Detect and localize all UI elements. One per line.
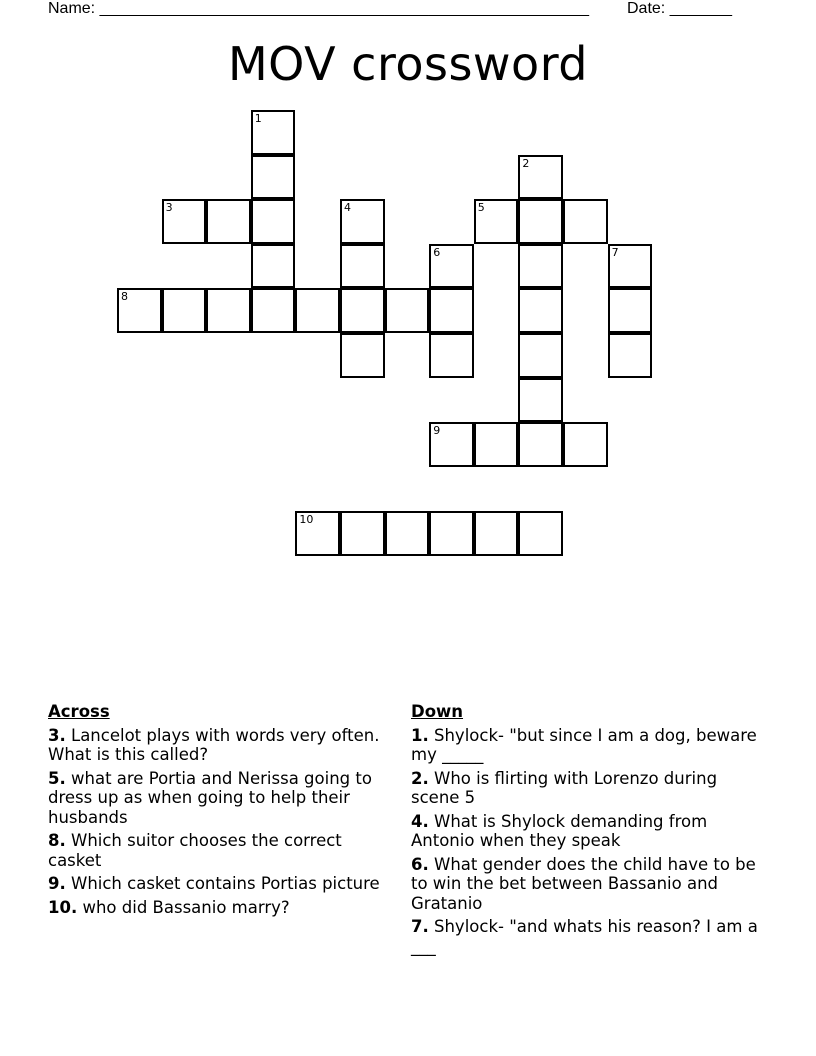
clue-number: 10.: [48, 897, 78, 917]
grid-cell[interactable]: [608, 244, 653, 289]
clue-number: 7.: [411, 917, 429, 936]
grid-cell[interactable]: [162, 288, 207, 333]
grid-cell[interactable]: [340, 199, 385, 244]
grid-cell[interactable]: [429, 422, 474, 467]
clue-number: 8.: [48, 831, 66, 850]
clue-down-2: [411, 769, 761, 808]
down-clues: [411, 702, 761, 960]
cell-number: 7: [611, 245, 619, 259]
clue-down-1: [411, 726, 761, 765]
clue-across-3: [48, 726, 398, 765]
grid-cell[interactable]: [563, 422, 608, 467]
cell-number: 5: [477, 201, 485, 215]
across-clues: [48, 702, 398, 921]
grid-cell[interactable]: [429, 333, 474, 378]
grid-cell[interactable]: [251, 199, 296, 244]
grid-cell[interactable]: [251, 155, 296, 200]
grid-cell[interactable]: [474, 422, 519, 467]
clue-across-9: [48, 874, 398, 894]
cell-number: 9: [433, 424, 441, 438]
clue-across-10: [48, 898, 398, 918]
clue-text: What gender does the child have to be to win the bet between Bassanio and Gratanio: [411, 854, 756, 913]
clue-number: 6.: [411, 854, 429, 874]
clue-number: 2.: [411, 768, 429, 788]
grid-cell[interactable]: [429, 511, 474, 556]
grid-cell[interactable]: [117, 288, 162, 333]
grid-cell[interactable]: [518, 199, 563, 244]
grid-cell[interactable]: [385, 511, 430, 556]
grid-cell[interactable]: [518, 422, 563, 467]
cell-number: 1: [254, 112, 262, 125]
clue-text: what are Portia and Nerissa going to dress up as when going to help their husbands: [48, 768, 372, 827]
grid-cell[interactable]: [518, 244, 563, 289]
grid-cell[interactable]: [385, 288, 430, 333]
grid-cell[interactable]: [608, 333, 653, 378]
clue-across-8: [48, 831, 398, 870]
grid-cell[interactable]: [340, 511, 385, 556]
grid-cell[interactable]: [206, 199, 251, 244]
grid-cell[interactable]: [340, 244, 385, 289]
grid-cell[interactable]: [340, 288, 385, 333]
clue-number: 3.: [48, 725, 66, 745]
grid-cell[interactable]: [429, 244, 474, 289]
grid-cell[interactable]: [518, 288, 563, 333]
grid-cell[interactable]: [295, 288, 340, 333]
clue-number: 4.: [411, 811, 429, 831]
clue-text: Shylock- "but since I am a dog, beware my _____: [411, 725, 757, 764]
clue-number: 1.: [411, 725, 429, 745]
grid-cell[interactable]: [251, 244, 296, 289]
grid-cell[interactable]: [518, 155, 563, 200]
cell-number: 6: [433, 245, 441, 259]
grid-cell[interactable]: [563, 199, 608, 244]
cell-number: 8: [121, 290, 128, 304]
cell-number: 2: [522, 156, 530, 170]
clue-down-7: [411, 917, 761, 956]
clue-text: Who is flirting with Lorenzo during scene 5: [411, 768, 718, 807]
name-field: Name: _______________________________________________________: [48, 0, 589, 17]
clue-text: Which suitor chooses the correct casket: [48, 831, 342, 870]
grid-cell[interactable]: [295, 511, 340, 556]
grid-cell[interactable]: [474, 199, 519, 244]
page-title: MOV crossword: [227, 37, 588, 91]
grid-cell[interactable]: [608, 288, 653, 333]
grid-cell[interactable]: [429, 288, 474, 333]
clue-text: who did Bassanio marry?: [82, 897, 290, 917]
clue-text: Shylock- "and whats his reason? I am a ___: [411, 917, 758, 956]
clue-across-5: [48, 769, 398, 828]
grid-cell[interactable]: [518, 511, 563, 556]
cell-number: 3: [165, 201, 173, 215]
grid-cell[interactable]: [474, 511, 519, 556]
grid-cell[interactable]: [518, 333, 563, 378]
grid-cell[interactable]: [206, 288, 251, 333]
clue-down-6: [411, 855, 761, 914]
down-heading: Down: [411, 702, 464, 721]
clue-text: Lancelot plays with words very often. What is this called?: [48, 725, 380, 764]
grid-cell[interactable]: [251, 288, 296, 333]
clue-text: What is Shylock demanding from Antonio when they speak: [411, 811, 708, 850]
clue-text: Which casket contains Portias picture: [71, 874, 380, 893]
across-heading: Across: [48, 702, 110, 721]
grid-cell[interactable]: [518, 378, 563, 423]
clue-number: 5.: [48, 768, 66, 788]
clue-number: 9.: [48, 874, 66, 893]
grid-cell[interactable]: [162, 199, 207, 244]
grid-cell[interactable]: [340, 333, 385, 378]
cell-number: 4: [344, 201, 351, 215]
clue-down-4: [411, 812, 761, 851]
grid-cell[interactable]: [251, 110, 296, 155]
cell-number: 10: [299, 513, 314, 527]
date-field: Date: _______: [627, 0, 732, 17]
